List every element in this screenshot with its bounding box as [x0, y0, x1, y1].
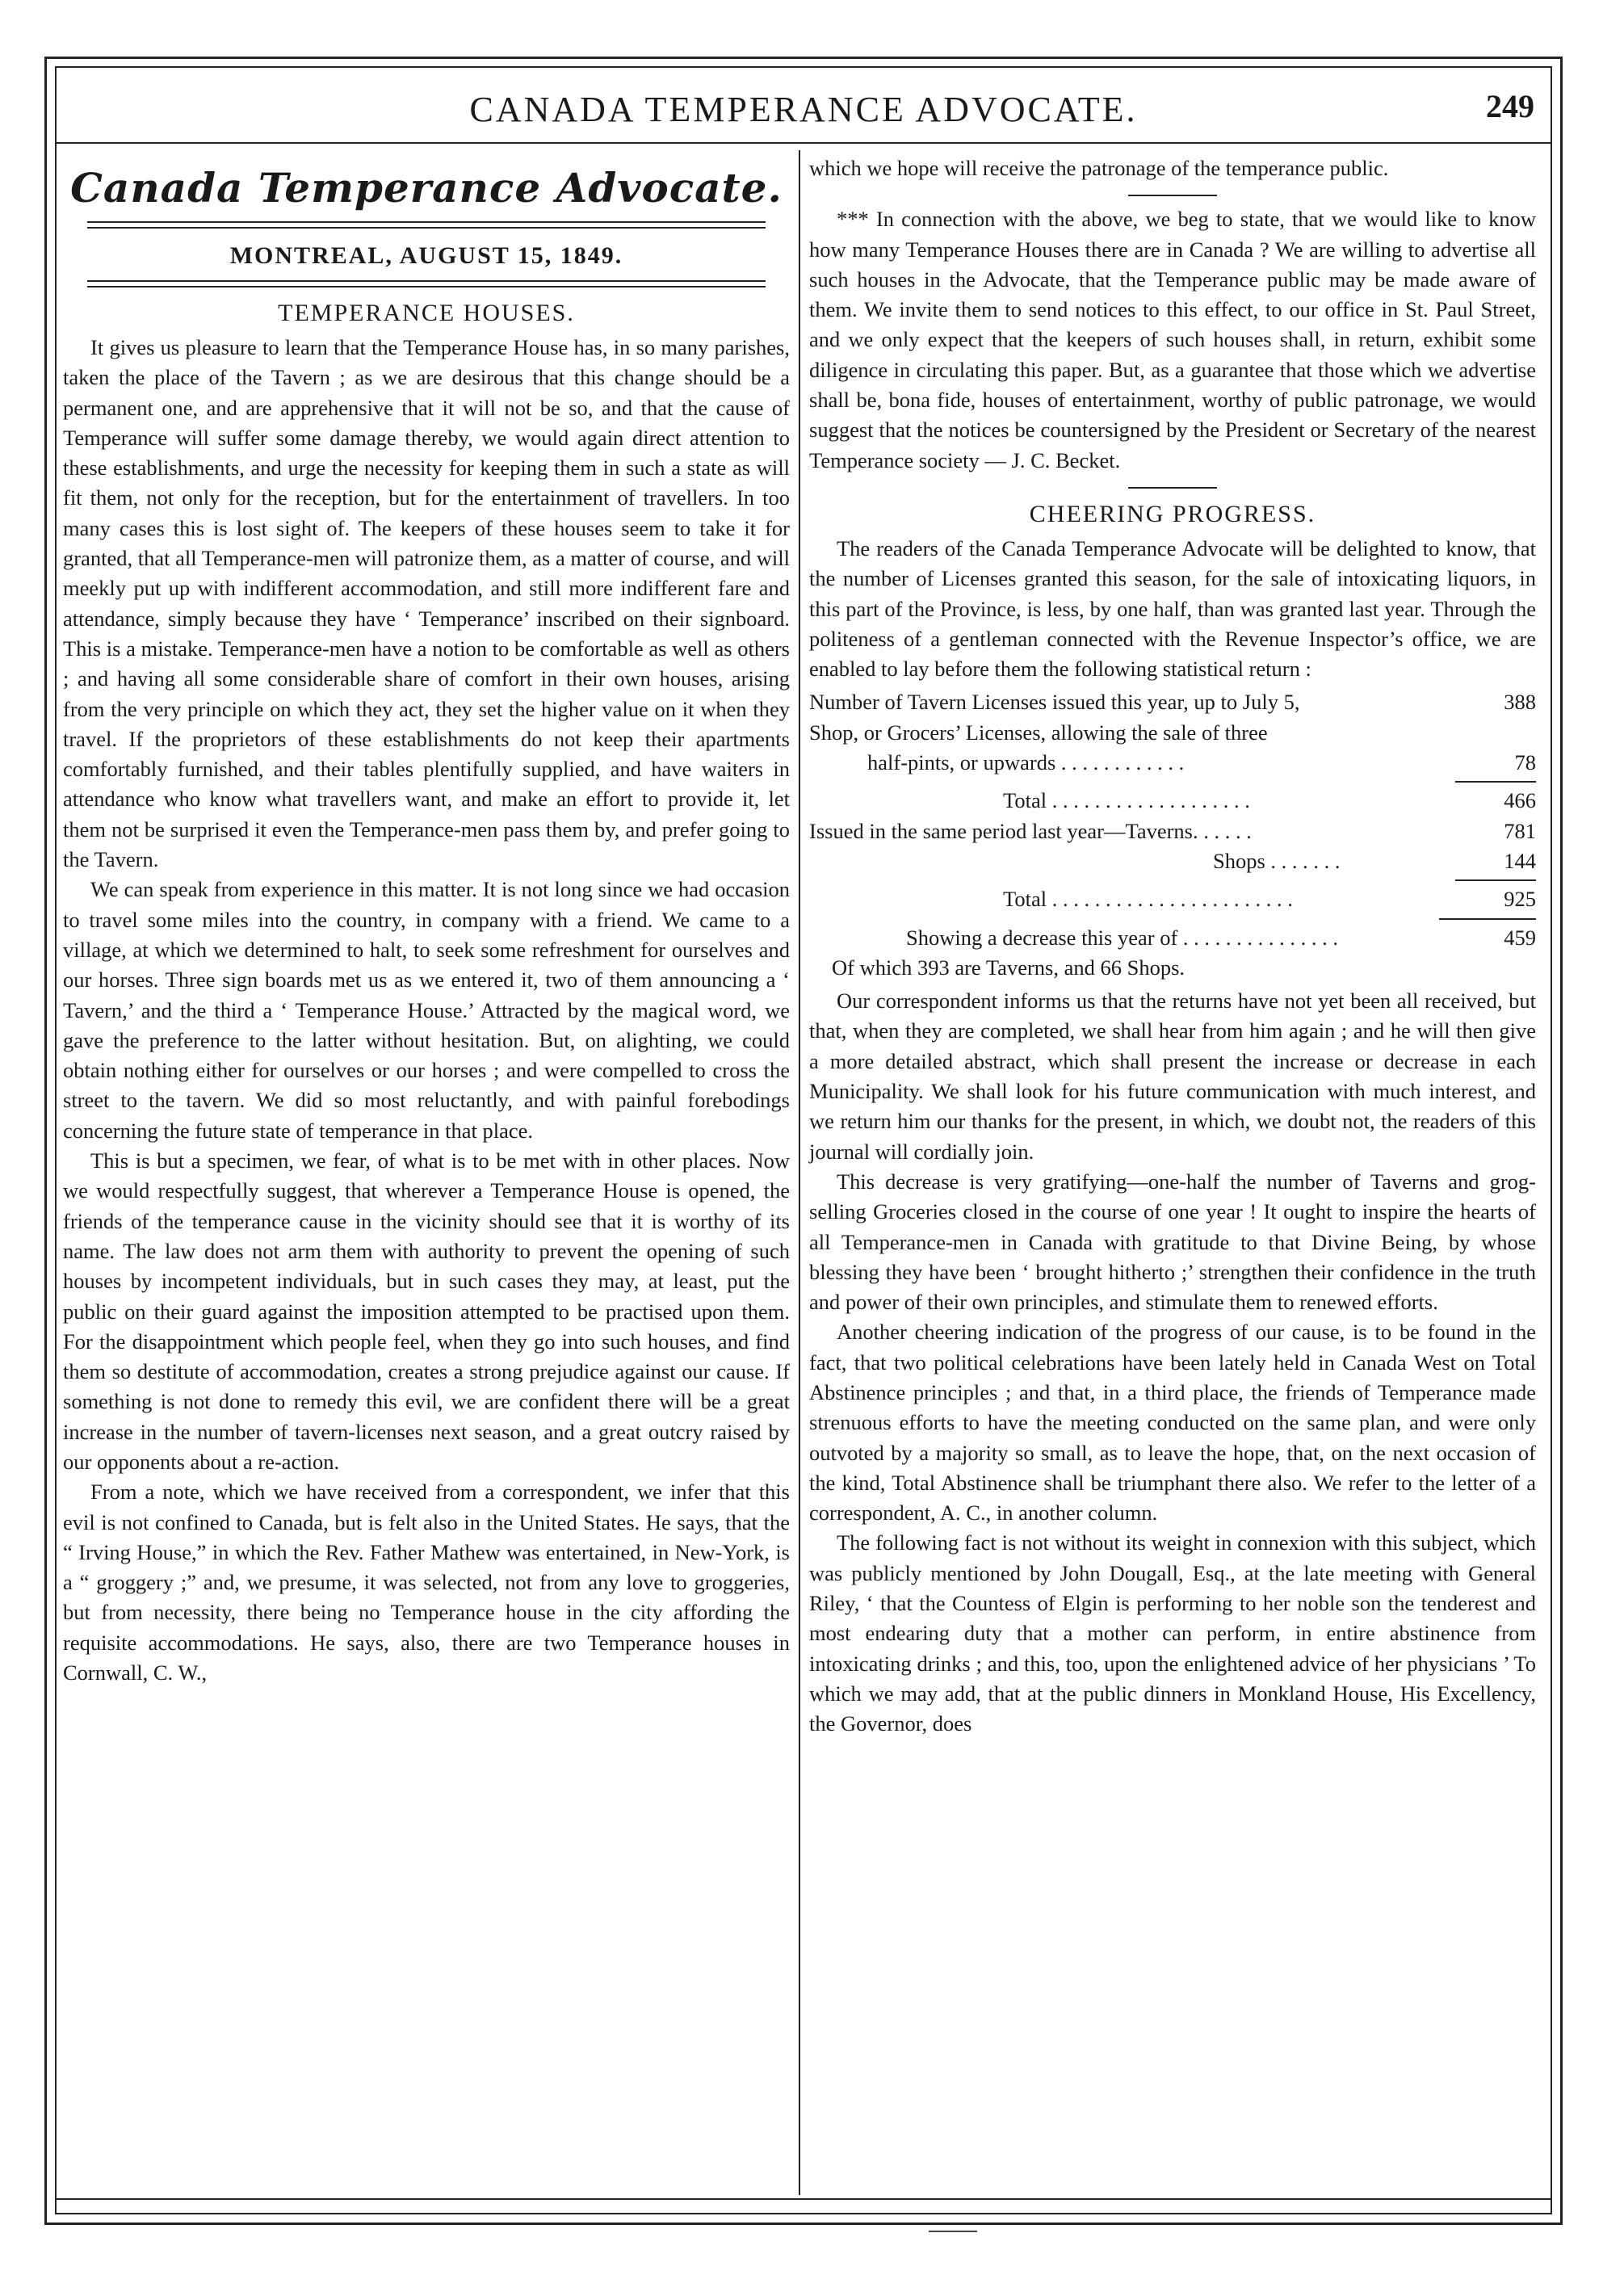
stat-value: 781 — [1504, 818, 1536, 843]
paragraph: which we hope will receive the patronage of the temperance public. — [809, 156, 1389, 180]
stat-label: Number of Tavern Licenses issued this year, up to July 5, — [809, 690, 1300, 715]
bottom-mark — [929, 2231, 977, 2232]
stat-row — [809, 718, 1536, 748]
footer-rule — [55, 2198, 1552, 2200]
header-rule — [55, 142, 1552, 144]
column-divider — [799, 150, 800, 2195]
page-number: 249 — [1486, 88, 1534, 124]
dateline: MONTREAL, AUGUST 15, 1849. — [229, 242, 623, 269]
stat-label: Issued in the same period last year—Taverns. . . . . . — [809, 818, 1252, 843]
stat-row — [809, 884, 1536, 914]
running-head — [55, 81, 1552, 139]
paragraph: The following fact is not without its weight in connexion with this subject, which was publicly mentioned by John Dougall, Esq., at the late meeting with General Riley, ‘ that the Countess of Elgin is performing to her noble son the tenderest and most endearing duty that a mother can perform, in entire abstinence from intoxicating drinks ; and this, too, upon the enlightened advice of her physicians ’ To which we may add, that at the public dinners in Monkland House, His Excellency, the Governor, does — [809, 1530, 1536, 1736]
masthead-rule — [87, 221, 766, 229]
stat-row — [809, 953, 1536, 983]
separator-rule — [1128, 195, 1217, 196]
stat-row — [809, 748, 1536, 778]
statistical-return — [809, 687, 1536, 983]
stat-label: half-pints, or upwards . . . . . . . . . . . . — [867, 750, 1185, 775]
stat-rule — [1439, 918, 1536, 920]
paragraph: The readers of the Canada Temperance Advocate will be delighted to know, that the number of Licenses granted this season, for the sale of intoxicating liquors, in this part of the Province, is less, by one half, than was granted last year. Through the politeness of a gentleman connected with the Revenue Inspector’s office, we are enabled to lay before them the following statistical return : — [809, 535, 1536, 682]
stat-value: 459 — [1504, 925, 1536, 950]
stat-row — [809, 846, 1536, 876]
paragraph: Another cheering indication of the progress of our cause, is to be found in the fact, that two political celebrations have been lately held in Canada West on Total Abstinence principles ; and that, in a third place, the friends of Temperance made strenuous efforts to have the meeting conducted on the same plan, and were only outvoted by a majority so small, as to leave the hope, that, on the next occasion of the kind, Total Abstinence shall be triumphant there also. We refer to the letter of a correspondent, A. C., in another column. — [809, 1320, 1536, 1526]
paragraph: It gives us pleasure to learn that the Temperance House has, in so many parishes, taken the place of the Tavern ; as we are desirous that this change should be a permanent one, and are apprehensive that it will not be so, and that the cause of Temperance will suffer some damage thereby, we would again direct attention to these establishments, and urge the necessity for keeping them in such a state as will fit them, not only for the reception, but for the entertainment of travellers. In too many cases this is lost sight of. The keepers of these houses seem to take it for granted, that all Temperance-men will patronize them, as a matter of course, and will meekly put up with indifferent accommodation, and still more indifferent fare and attendance, simply because they have ‘ Temperance’ inscribed on their signboard. This is a mistake. Temperance-men have a notion to be comfortable as well as others ; and having all some considerable share of comfort in their own houses, arising from the very principle on which they act, they set the higher value on it when they travel. If the proprietors of these establishments do not keep their apartments comfortably furnished, and their tables plentifully supplied, and have waiters in attendance who know what travellers want, and make an effort to provide it, let them not be surprised it even the Temperance-men pass them by, and prefer going to the Tavern. — [63, 335, 790, 872]
left-column — [63, 153, 790, 1688]
stat-label: Shop, or Grocers’ Licenses, allowing the sale of three — [809, 720, 1268, 745]
separator-rule — [1128, 487, 1217, 489]
stat-value: 925 — [1504, 887, 1536, 912]
paragraph: This is but a specimen, we fear, of what is to be met with in other places. Now we would respectfully suggest, that wherever a Temperance House is opened, the friends of the temperance cause in the vicinity should see that it is worthy of its name. The law does not arm them with authority to prevent the opening of such houses by incompetent individuals, but in such cases they may, at least, put the public on their guard against the imposition attempted to be practised upon them. For the disappointment which people feel, when they go into such houses, and find them so destitute of accommodation, creates a strong prejudice against our cause. If something is not done to remedy this evil, we are confident there will be a great increase in the number of tavern-licenses next season, and a great outcry raised by our opponents about a re-action. — [63, 1148, 790, 1474]
right-column — [809, 153, 1536, 1740]
running-title: CANADA TEMPERANCE ADVOCATE. — [469, 90, 1138, 129]
stat-label: Of which 393 are Taverns, and 66 Shops. — [832, 955, 1185, 980]
stat-value: 144 — [1504, 848, 1536, 873]
masthead: Canada Temperance Advocate. — [70, 164, 783, 212]
stat-row — [809, 786, 1536, 816]
stat-value: 78 — [1514, 750, 1536, 775]
section-title-temperance-houses: TEMPERANCE HOUSES. — [278, 300, 575, 326]
paragraph: From a note, which we have received from a correspondent, we infer that this evil is not confined to Canada, but is felt also in the United States. He says, that the “ Irving House,” in which the Rev. Father Mathew was entertained, in New-York, is a “ groggery ;” and, we presume, it was selected, not from any love to groggeries, but from necessity, there being no Temperance house in the city affording the requisite accommodations. He says, also, there are two Temperance houses in Cornwall, C. W., — [63, 1480, 790, 1685]
paragraph: *** In connection with the above, we beg to state, that we would like to know how many Temperance Houses there are in Canada ? We are willing to advertise all such houses in the Advocate, that the Temperance public may be made aware of them. We invite them to send notices to this effect, to our office in St. Paul Street, and we only expect that the keepers of such houses shall, in return, exhibit some diligence in circulating this paper. But, as a guarantee that those which we advertise shall be, bona fide, houses of entertainment, worthy of public patronage, we would suggest that the notices be countersigned by the President or Secretary of the nearest Temperance society — J. C. Becket. — [809, 207, 1536, 472]
stat-label: Shops . . . . . . . — [1213, 848, 1341, 873]
dateline-rule — [87, 280, 766, 288]
stat-value: 466 — [1504, 788, 1536, 813]
stat-value: 388 — [1504, 690, 1536, 715]
paragraph: Our correspondent informs us that the returns have not yet been all received, but that, when they are completed, we shall hear from him again ; and he will then give a more detailed abstract, which shall present the increase or decrease in each Municipality. We shall look for his future communication with much interest, and we return him our thanks for the present, in which, we doubt not, the readers of this journal will cordially join. — [809, 988, 1536, 1164]
paragraph: We can speak from experience in this matter. It is not long since we had occasion to travel some miles into the country, in company with a friend. We came to a village, at which we determined to halt, to seek some refreshment for ourselves and our horses. Three sign boards met us as we entered it, two of them announcing a ‘ Tavern,’ and the third a ‘ Temperance House.’ Attracted by the magical word, we gave the preference to the latter without hesitation. But, on alighting, we could obtain nothing either for ourselves or our horses ; and were compelled to cross the street to the tavern. We did so most reluctantly, and with painful forebodings concerning the future state of temperance in that place. — [63, 877, 790, 1143]
stat-row — [809, 923, 1536, 953]
stat-label: Showing a decrease this year of . . . . . . . . . . . . . . . — [906, 925, 1339, 950]
stat-label: Total . . . . . . . . . . . . . . . . . . . — [1003, 788, 1250, 813]
section-title-cheering-progress: CHEERING PROGRESS. — [1029, 500, 1316, 527]
paragraph: This decrease is very gratifying—one-half the number of Taverns and grog-selling Groceries closed in the course of one year ! It ought to inspire the hearts of all Temperance-men in Canada with gratitude to that Divine Being, by whose blessing they have been ‘ brought hitherto ;’ strengthen their confidence in the truth and power of their own principles, and stimulate them to renewed efforts. — [809, 1169, 1536, 1315]
stat-rule — [1455, 781, 1536, 783]
stat-label: Total . . . . . . . . . . . . . . . . . . . . . . . — [1003, 887, 1293, 912]
stat-rule — [1455, 879, 1536, 881]
stat-row — [809, 687, 1536, 717]
stat-row — [809, 816, 1536, 846]
